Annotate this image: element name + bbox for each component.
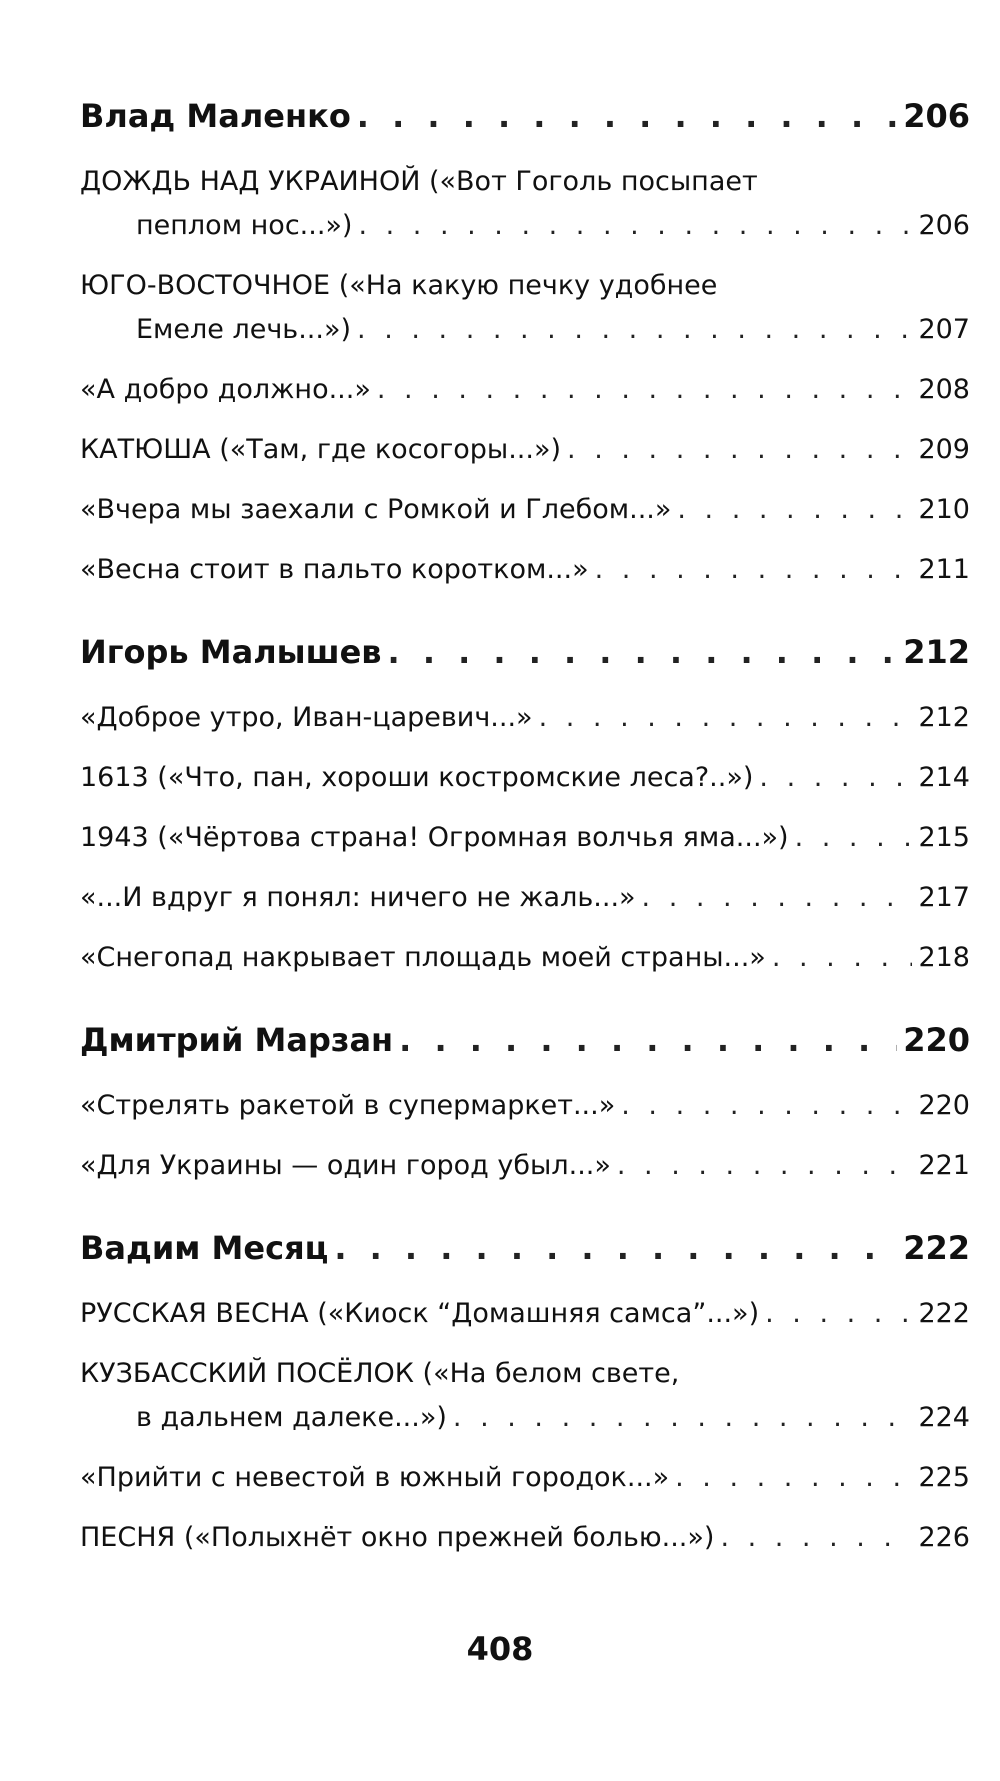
author-heading [80,1220,970,1276]
entry-page: 210 [918,494,970,525]
dot-leader [357,88,897,144]
entry-title: РУССКАЯ ВЕСНА («Киоск “Домашняя самса”...») [80,1298,760,1329]
toc-entry [80,488,970,532]
entry-page: 212 [918,702,970,733]
author-page: 220 [903,1021,970,1059]
dot-leader [388,624,898,680]
toc-entry [80,876,970,920]
toc-entry [80,756,970,800]
toc-entry [80,160,970,248]
entry-page: 225 [918,1462,970,1493]
entry-page: 222 [918,1298,970,1329]
author-name: Дмитрий Марзан [80,1021,394,1059]
toc-section [80,88,970,592]
dot-leader [377,368,913,412]
entry-title: «Весна стоит в пальто коротком...» [80,554,589,585]
entry-title: «А добро должно...» [80,374,371,405]
table-of-contents [80,88,970,1592]
author-name: Влад Маленко [80,97,351,135]
entry-page: 220 [918,1090,970,1121]
author-page: 222 [903,1229,970,1267]
toc-entry [80,428,970,472]
dot-leader [765,1292,912,1336]
toc-section [80,1012,970,1188]
author-heading [80,1012,970,1068]
author-page: 212 [903,633,970,671]
entry-page: 208 [918,374,970,405]
dot-leader [617,1144,913,1188]
toc-entry [80,1292,970,1336]
toc-entry [80,548,970,592]
dot-leader [567,428,912,472]
toc-entry [80,264,970,352]
dot-leader [642,876,913,920]
entry-title: «Стрелять ракетой в супермаркет...» [80,1090,616,1121]
dot-leader [539,696,913,740]
entry-title-line1: КУЗБАССКИЙ ПОСЁЛОК («На белом свете, [80,1358,680,1389]
toc-entry [80,816,970,860]
author-name: Игорь Малышев [80,633,382,671]
entry-title-line2: пеплом нос...») [136,210,353,241]
dot-leader [675,1456,912,1500]
dot-leader [720,1516,912,1560]
toc-entry [80,1456,970,1500]
entry-page: 214 [918,762,970,793]
dot-leader [453,1396,913,1440]
entry-page: 221 [918,1150,970,1181]
author-name: Вадим Месяц [80,1229,329,1267]
toc-entry [80,696,970,740]
toc-entry [80,1144,970,1188]
toc-entry [80,1352,970,1440]
dot-leader [759,756,912,800]
entry-page: 206 [918,210,970,241]
entry-title-line2: в дальнем далеке...») [136,1402,447,1433]
author-heading [80,88,970,144]
dot-leader [772,936,913,980]
entry-page: 226 [918,1522,970,1553]
entry-page: 217 [918,882,970,913]
entry-title: «Снегопад накрывает площадь моей страны...» [80,942,766,973]
entry-title-line1: ДОЖДЬ НАД УКРАИНОЙ («Вот Гоголь посыпает [80,166,758,197]
dot-leader [621,1084,912,1128]
entry-title: «Вчера мы заехали с Ромкой и Глебом...» [80,494,672,525]
dot-leader [357,308,912,352]
toc-section [80,624,970,980]
entry-title: 1613 («Что, пан, хороши костромские леса?..») [80,762,754,793]
author-page: 206 [903,97,970,135]
entry-title: «...И вдруг я понял: ничего не жаль...» [80,882,636,913]
toc-entry [80,936,970,980]
dot-leader [795,816,913,860]
entry-title: 1943 («Чёртова страна! Огромная волчья яма...») [80,822,789,853]
dot-leader [334,1220,897,1276]
entry-page: 211 [918,554,970,585]
entry-title: «Для Украины — один город убыл...» [80,1150,611,1181]
toc-entry [80,368,970,412]
dot-leader [595,548,913,592]
author-heading [80,624,970,680]
page-number: 408 [466,1630,534,1668]
entry-title-line2: Емеле лечь...») [136,314,352,345]
entry-page: 207 [918,314,970,345]
dot-leader [677,488,912,532]
entry-title-line1: ЮГО-ВОСТОЧНОЕ («На какую печку удобнее [80,270,718,301]
entry-title: «Доброе утро, Иван-царевич...» [80,702,533,733]
toc-entry [80,1084,970,1128]
dot-leader [358,204,912,248]
toc-section [80,1220,970,1560]
entry-title: КАТЮША («Там, где косогоры...») [80,434,562,465]
entry-title: «Прийти с невестой в южный городок...» [80,1462,670,1493]
entry-page: 209 [918,434,970,465]
entry-title: ПЕСНЯ («Полыхнёт окно прежней болью...») [80,1522,715,1553]
entry-page: 215 [918,822,970,853]
entry-page: 224 [918,1402,970,1433]
toc-entry [80,1516,970,1560]
dot-leader [399,1012,897,1068]
entry-page: 218 [918,942,970,973]
